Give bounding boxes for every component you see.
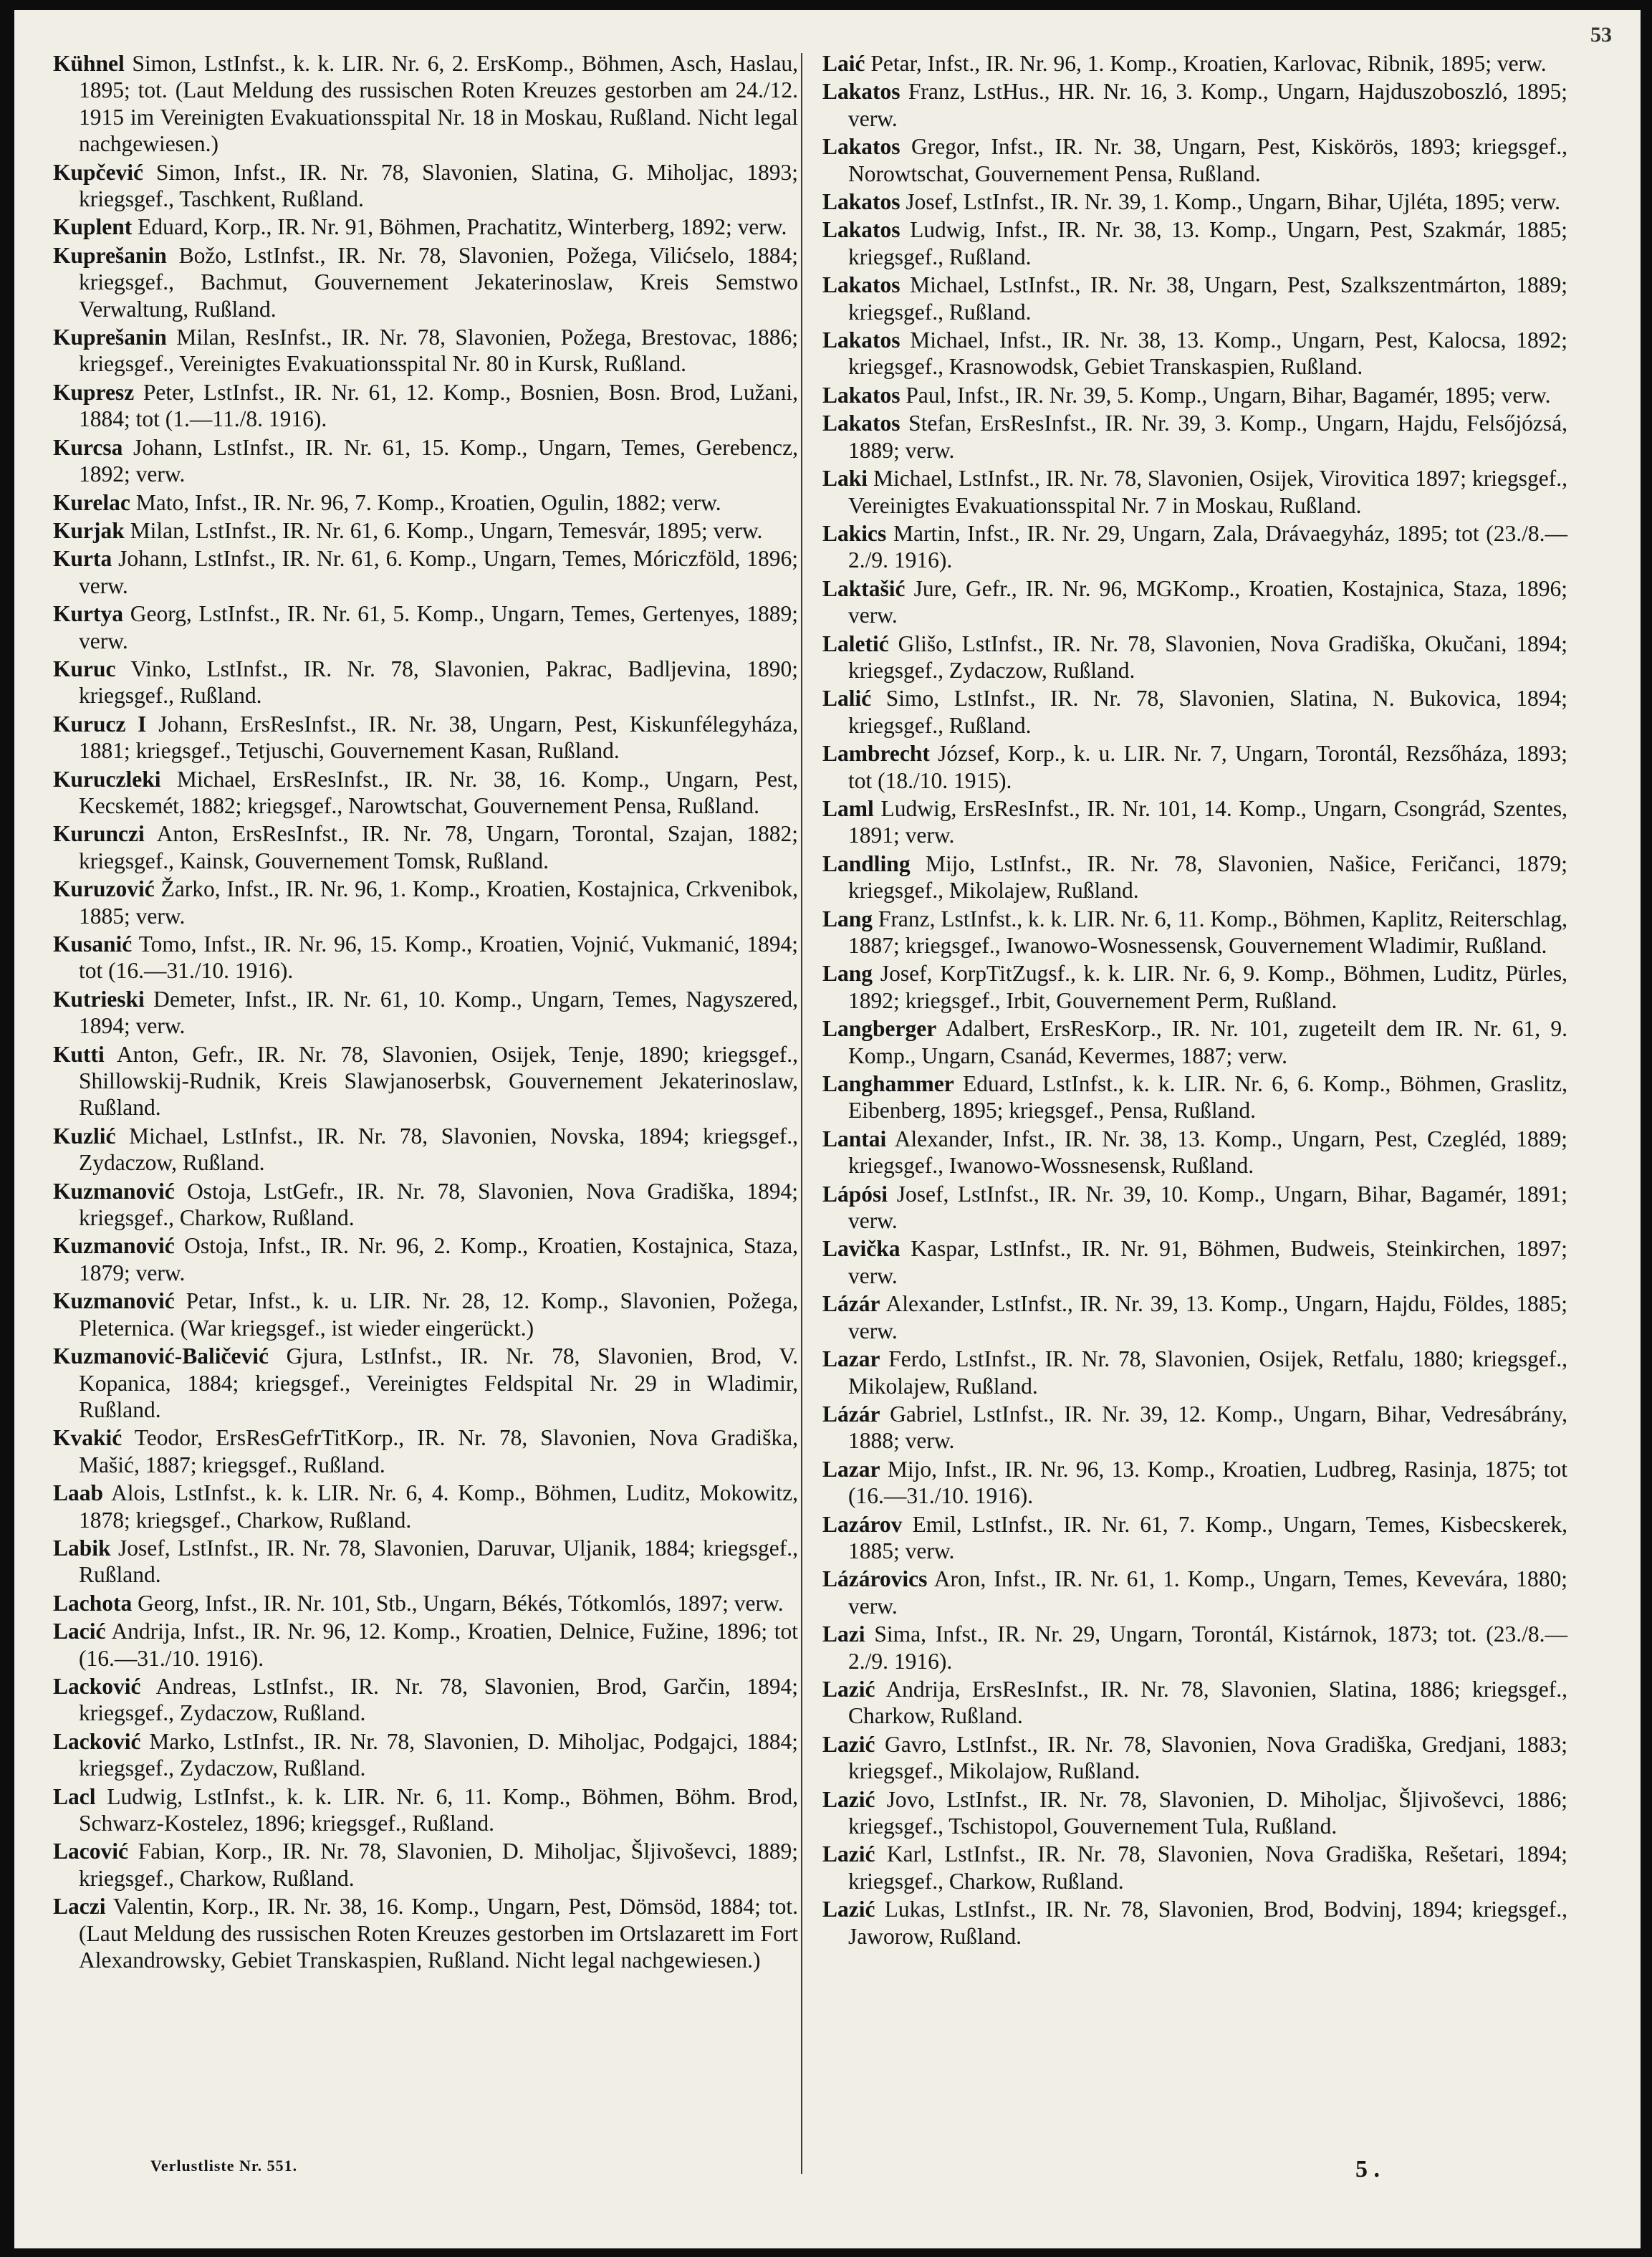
list-entry <box>822 1731 1567 1785</box>
list-entry <box>53 1673 798 1727</box>
entry-details: Marko, LstInfst., IR. Nr. 78, Slavonien, D. Miholjac, Podgajci, 1884; kriegsgef., Zydaczow, Rußland. <box>79 1728 799 1781</box>
entry-details: Petar, Infst., k. u. LIR. Nr. 28, 12. Komp., Slavonien, Požega, Pleternica. (War kriegsgef., ist wieder eingerückt.) <box>79 1288 799 1341</box>
list-entry <box>822 1181 1567 1235</box>
list-entry <box>822 1290 1567 1344</box>
entry-details: Milan, ResInfst., IR. Nr. 78, Slavonien, Požega, Brestovac, 1886; kriegsgef., Vereinigtes Evakuationsspital Nr. 80 in Kursk, Rußland. <box>79 325 799 377</box>
entry-surname: Lang <box>822 906 873 931</box>
entry-surname: Lazić <box>822 1676 875 1702</box>
list-entry <box>53 1893 798 1973</box>
entry-surname: Lazar <box>822 1346 880 1372</box>
entry-details: Alexander, LstInfst., IR. Nr. 39, 13. Komp., Ungarn, Hajdu, Földes, 1885; verw. <box>848 1291 1567 1343</box>
list-entry <box>822 1346 1567 1399</box>
entry-surname: Lantai <box>822 1126 887 1151</box>
entry-surname: Kurunczi <box>53 821 145 847</box>
entry-details: Stefan, ErsResInfst., IR. Nr. 39, 3. Komp., Ungarn, Hajdu, Felsőjózsá, 1889; verw. <box>848 411 1567 463</box>
entry-details: Mijo, LstInfst., IR. Nr. 78, Slavonien, Našice, Feričanci, 1879; kriegsgef., Mikolajew, Rußland. <box>848 850 1567 904</box>
list-entry <box>53 1728 798 1782</box>
page-number: 53 <box>1590 23 1612 47</box>
entry-surname: Kurelac <box>53 489 130 515</box>
entry-surname: Lazić <box>822 1731 875 1757</box>
entry-details: Michael, LstInfst., IR. Nr. 78, Slavonien, Novska, 1894; kriegsgef., Zydaczow, Rußland. <box>79 1123 799 1176</box>
entry-surname: Kutrieski <box>53 986 145 1012</box>
entry-surname: Lachota <box>53 1590 133 1616</box>
list-entry <box>53 1123 798 1177</box>
entry-details: Ludwig, LstInfst., k. k. LIR. Nr. 6, 11. Komp., Böhmen, Böhm. Brod, Schwarz-Kostelez, 1896; kriegsgef., Rußland. <box>79 1783 799 1836</box>
list-entry <box>822 520 1567 574</box>
entry-details: Johann, LstInfst., IR. Nr. 61, 6. Komp., Ungarn, Temes, Móriczföld, 1896; verw. <box>79 546 798 598</box>
document-page <box>14 10 1641 2248</box>
list-entry <box>53 159 798 213</box>
entry-details: Žarko, Infst., IR. Nr. 96, 1. Komp., Kroatien, Kostajnica, Crkvenibok, 1885; verw. <box>79 876 798 929</box>
entry-details: Emil, LstInfst., IR. Nr. 61, 7. Komp., Ungarn, Temes, Kisbecskerek, 1885; verw. <box>848 1511 1568 1563</box>
list-entry <box>822 1841 1567 1894</box>
list-entry <box>822 1126 1567 1179</box>
entry-surname: Lacić <box>53 1619 106 1644</box>
entry-surname: Lang <box>822 961 873 987</box>
entry-surname: Kurtya <box>53 601 123 627</box>
entry-details: Paul, Infst., IR. Nr. 39, 5. Komp., Ungarn, Bihar, Bagamér, 1895; verw. <box>906 382 1551 408</box>
entry-details: Ludwig, Infst., IR. Nr. 38, 13. Komp., Ungarn, Pest, Szakmár, 1885; kriegsgef., Rußland. <box>848 217 1568 269</box>
entry-details: Martin, Infst., IR. Nr. 29, Ungarn, Zala, Drávaegyház, 1895; tot (23./8.—2./9. 1916). <box>848 520 1567 573</box>
entry-surname: Kuplent <box>53 214 133 240</box>
entry-surname: Lakatos <box>822 79 901 105</box>
entry-details: Valentin, Korp., IR. Nr. 38, 16. Komp., Ungarn, Pest, Dömsöd, 1884; tot. (Laut Meldung des russischen Roten Kreuzes gestorben im Ortslazarett im Fort Alexandrowsky, Gebiet Transkaspien, Rußland. Nicht legal nachgewiesen.) <box>79 1894 798 1973</box>
entry-details: Andreas, LstInfst., IR. Nr. 78, Slavonien, Brod, Garčin, 1894; kriegsgef., Zydaczow, Rußland. <box>79 1673 798 1726</box>
list-entry <box>53 1838 798 1892</box>
entry-details: Simon, Infst., IR. Nr. 78, Slavonien, Slatina, G. Miholjac, 1893; kriegsgef., Taschkent, Rußland. <box>79 159 798 212</box>
entry-surname: Lápósi <box>822 1181 888 1207</box>
entry-details: Simo, LstInfst., IR. Nr. 78, Slavonien, Slatina, N. Bukovica, 1894; kriegsgef., Rußland. <box>848 686 1567 738</box>
list-entry <box>822 188 1567 215</box>
entry-surname: Kuzmanović <box>53 1178 175 1204</box>
list-entry <box>53 1783 798 1837</box>
entry-surname: Lazić <box>822 1897 875 1922</box>
entry-details: Božo, LstInfst., IR. Nr. 78, Slavonien, Požega, Vilićselo, 1884; kriegsgef., Bachmut, Gouvernement Jekaterinoslaw, Kreis Semstwo Verwaltung, Rußland. <box>79 242 798 322</box>
left-column <box>53 50 798 1975</box>
entry-details: Anton, ErsResInfst., IR. Nr. 78, Ungarn, Torontal, Szajan, 1882; kriegsgef., Kainsk, Gouvernement Tomsk, Rußland. <box>79 821 798 873</box>
entry-surname: Kuzmanović <box>53 1233 175 1259</box>
list-entry <box>53 656 798 709</box>
list-entry <box>822 78 1567 132</box>
list-entry <box>53 820 798 874</box>
entry-surname: Kühnel <box>53 51 125 76</box>
bottom-mark: 5 . <box>1355 2156 1380 2182</box>
list-entry <box>822 1015 1567 1069</box>
entry-details: Glišo, LstInfst., IR. Nr. 78, Slavonien, Nova Gradiška, Okučani, 1894; kriegsgef., Zydaczow, Rußland. <box>848 631 1568 683</box>
entry-details: Demeter, Infst., IR. Nr. 61, 10. Komp., Ungarn, Temes, Nagyszered, 1894; verw. <box>79 986 799 1039</box>
entry-details: Gjura, LstInfst., IR. Nr. 78, Slavonien, Brod, V. Kopanica, 1884; kriegsgef., Vereinigtes Feldspital Nr. 29 in Wladimir, Rußland. <box>79 1343 798 1422</box>
list-entry <box>822 850 1567 904</box>
list-entry <box>822 1786 1567 1840</box>
list-entry <box>53 1232 798 1286</box>
entry-details: Josef, LstInfst., IR. Nr. 78, Slavonien, Daruvar, Uljanik, 1884; kriegsgef., Rußland. <box>79 1535 798 1588</box>
entry-surname: Kuprešanin <box>53 242 167 268</box>
entry-details: Georg, Infst., IR. Nr. 101, Stb., Ungarn, Békés, Tótkomlós, 1897; verw. <box>138 1590 784 1616</box>
entry-surname: Langhammer <box>822 1071 954 1097</box>
entry-surname: Lazić <box>822 1841 875 1867</box>
entry-surname: Kuprešanin <box>53 325 167 350</box>
list-entry <box>53 600 798 654</box>
entry-details: Milan, LstInfst., IR. Nr. 61, 6. Komp., Ungarn, Temesvár, 1895; verw. <box>130 517 763 543</box>
entry-details: Mato, Infst., IR. Nr. 96, 7. Komp., Kroatien, Ogulin, 1882; verw. <box>135 489 721 515</box>
right-column <box>822 50 1567 1951</box>
entry-surname: Lakatos <box>822 382 901 408</box>
entry-surname: Lakatos <box>822 327 901 353</box>
entry-surname: Landling <box>822 850 911 876</box>
entry-details: Eduard, Korp., IR. Nr. 91, Böhmen, Prachatitz, Winterberg, 1892; verw. <box>138 214 787 240</box>
entry-surname: Kuruc <box>53 656 116 681</box>
list-entry <box>53 50 798 158</box>
entry-details: Adalbert, ErsResKorp., IR. Nr. 101, zugeteilt dem IR. Nr. 61, 9. Komp., Ungarn, Csanád, Kevermes, 1887; verw. <box>848 1016 1567 1068</box>
entry-details: Mijo, Infst., IR. Nr. 96, 13. Komp., Kroatien, Ludbreg, Rasinja, 1875; tot (16.—31./10. 1916). <box>848 1456 1567 1509</box>
entry-details: Franz, LstInfst., k. k. LIR. Nr. 6, 11. Komp., Böhmen, Kaplitz, Reiterschlag, 1887; kriegsgef., Iwanowo-Wosnessensk, Gouvernement Wladimir, Rußland. <box>848 906 1568 958</box>
list-entry <box>53 1343 798 1423</box>
entry-details: Aron, Infst., IR. Nr. 61, 1. Komp., Ungarn, Temes, Kevevára, 1880; verw. <box>848 1566 1568 1619</box>
entry-surname: Kurcsa <box>53 434 123 460</box>
list-entry <box>53 1041 798 1121</box>
list-entry <box>822 465 1567 519</box>
entry-surname: Lakatos <box>822 411 901 436</box>
list-entry <box>53 1178 798 1232</box>
entry-surname: Lazar <box>822 1456 880 1482</box>
list-entry <box>822 50 1567 77</box>
entry-details: Gregor, Infst., IR. Nr. 38, Ungarn, Pest, Kiskörös, 1893; kriegsgef., Norowtschat, Gouvernement Pensa, Rußland. <box>848 134 1567 186</box>
list-entry <box>822 685 1567 739</box>
entry-surname: Lakics <box>822 520 887 546</box>
list-entry <box>53 379 798 433</box>
list-entry <box>53 242 798 322</box>
entry-details: Franz, LstHus., HR. Nr. 16, 3. Komp., Ungarn, Hajduszoboszló, 1895; verw. <box>848 79 1568 131</box>
entry-surname: Kuzmanović <box>53 1288 175 1314</box>
entry-surname: Laki <box>822 466 868 492</box>
entry-details: Peter, LstInfst., IR. Nr. 61, 12. Komp., Bosnien, Bosn. Brod, Lužani, 1884; tot (1.—11./8. 1916). <box>79 379 799 432</box>
entry-details: Gabriel, LstInfst., IR. Nr. 39, 12. Komp., Ungarn, Bihar, Vedresábrány, 1888; verw. <box>848 1401 1568 1454</box>
entry-details: Jovo, LstInfst., IR. Nr. 78, Slavonien, D. Miholjac, Šljivoševci, 1886; kriegsgef., Tschistopol, Gouvernement Tula, Rußland. <box>848 1786 1567 1839</box>
entry-details: Josef, LstInfst., IR. Nr. 39, 1. Komp., Ungarn, Bihar, Ujléta, 1895; verw. <box>906 189 1560 215</box>
entry-surname: Kutti <box>53 1041 105 1067</box>
list-entry <box>822 960 1567 1014</box>
list-entry <box>53 434 798 488</box>
list-entry <box>822 1456 1567 1510</box>
entry-details: Johann, ErsResInfst., IR. Nr. 38, Ungarn, Pest, Kiskunfélegyháza, 1881; kriegsgef., Tetjuschi, Gouvernement Kasan, Rußland. <box>79 711 799 764</box>
entry-details: Jure, Gefr., IR. Nr. 96, MGKomp., Kroatien, Kostajnica, Staza, 1896; verw. <box>848 575 1567 628</box>
entry-details: Josef, KorpTitZugsf., k. k. LIR. Nr. 6, 9. Komp., Böhmen, Luditz, Pürles, 1892; kriegsgef., Irbit, Gouvernement Perm, Rußland. <box>848 961 1568 1013</box>
entry-surname: Lazárov <box>822 1511 903 1537</box>
entry-surname: Kuzmanović-Baličević <box>53 1343 269 1369</box>
entry-details: Ostoja, Infst., IR. Nr. 96, 2. Komp., Kroatien, Kostajnica, Staza, 1879; verw. <box>79 1233 799 1285</box>
entry-details: Andrija, Infst., IR. Nr. 96, 12. Komp., Kroatien, Delnice, Fužine, 1896; tot (16.—31./10. 1916). <box>79 1619 798 1671</box>
entry-surname: Kupčević <box>53 159 143 185</box>
entry-surname: Labik <box>53 1535 111 1561</box>
entry-surname: Laktašić <box>822 575 906 601</box>
entry-details: Karl, LstInfst., IR. Nr. 78, Slavonien, Nova Gradiška, Rešetari, 1894; kriegsgef., Charkow, Rußland. <box>848 1841 1567 1894</box>
list-entry <box>822 906 1567 959</box>
list-entry <box>53 517 798 544</box>
list-entry <box>53 489 798 516</box>
list-entry <box>53 931 798 984</box>
list-entry <box>53 1590 798 1616</box>
list-entry <box>822 795 1567 849</box>
list-entry <box>822 1511 1567 1565</box>
entry-surname: Kurjak <box>53 517 125 543</box>
entry-surname: Lavička <box>822 1236 901 1262</box>
entry-details: Tomo, Infst., IR. Nr. 96, 15. Komp., Kroatien, Vojnić, Vukmanić, 1894; tot (16.—31./10. 1916). <box>79 931 798 984</box>
list-entry <box>53 1480 798 1533</box>
entry-surname: Lázár <box>822 1401 880 1427</box>
entry-surname: Kurucz I <box>53 711 147 737</box>
list-entry <box>53 711 798 765</box>
entry-surname: Kuruzović <box>53 876 155 902</box>
entry-details: Georg, LstInfst., IR. Nr. 61, 5. Komp., Ungarn, Temes, Gertenyes, 1889; verw. <box>79 601 798 653</box>
entry-details: Ludwig, ErsResInfst., IR. Nr. 101, 14. Komp., Ungarn, Csongrád, Szentes, 1891; verw. <box>848 795 1568 848</box>
entry-surname: Lalić <box>822 686 872 711</box>
entry-surname: Laić <box>822 51 865 76</box>
entry-details: Anton, Gefr., IR. Nr. 78, Slavonien, Osijek, Tenje, 1890; kriegsgef., Shillowskij-Rudnik, Kreis Slawjanoserbsk, Gouvernement Jekaterinoslaw, Rußland. <box>79 1041 798 1121</box>
list-entry <box>822 327 1567 380</box>
entry-surname: Lakatos <box>822 217 901 243</box>
entry-details: Sima, Infst., IR. Nr. 29, Ungarn, Torontál, Kistárnok, 1873; tot. (23./8.—2./9. 1916). <box>848 1621 1567 1674</box>
entry-details: Alexander, Infst., IR. Nr. 38, 13. Komp., Ungarn, Pest, Czegléd, 1889; kriegsgef., Iwanowo-Wossnesensk, Rußland. <box>848 1126 1567 1179</box>
entry-surname: Lacković <box>53 1673 141 1699</box>
entry-surname: Lacl <box>53 1783 96 1809</box>
entry-details: Vinko, LstInfst., IR. Nr. 78, Slavonien, Pakrac, Badljevina, 1890; kriegsgef., Rußland. <box>79 656 798 709</box>
entry-details: József, Korp., k. u. LIR. Nr. 7, Ungarn, Torontál, Rezsőháza, 1893; tot (18./10. 1915). <box>848 741 1567 793</box>
list-entry <box>822 1235 1567 1289</box>
list-entry <box>822 272 1567 325</box>
entry-surname: Lakatos <box>822 134 901 160</box>
entry-details: Simon, LstInfst., k. k. LIR. Nr. 6, 2. ErsKomp., Böhmen, Asch, Haslau, 1895; tot. (Laut Meldung des russischen Roten Kreuzes gestorben am 24./12. 1915 im Vereinigten Evakuationsspital Nr. 18 in Moskau, Rußland. Nicht legal nachgewiesen.) <box>79 51 798 157</box>
list-entry <box>53 1535 798 1588</box>
entry-surname: Laml <box>822 795 874 821</box>
entry-details: Johann, LstInfst., IR. Nr. 61, 15. Komp., Ungarn, Temes, Gerebencz, 1892; verw. <box>79 434 798 487</box>
list-entry <box>822 575 1567 629</box>
entry-surname: Lambrecht <box>822 741 930 767</box>
entry-details: Michael, LstInfst., IR. Nr. 38, Ungarn, Pest, Szalkszentmárton, 1889; kriegsgef., Rußland. <box>848 272 1568 325</box>
entry-surname: Langberger <box>822 1016 937 1042</box>
list-entry <box>53 324 798 378</box>
list-entry <box>822 1401 1567 1455</box>
entry-surname: Kurta <box>53 546 112 572</box>
entry-surname: Kuruczleki <box>53 766 161 792</box>
list-entry <box>53 986 798 1040</box>
entry-details: Ostoja, LstGefr., IR. Nr. 78, Slavonien, Nova Gradiška, 1894; kriegsgef., Charkow, Rußland. <box>79 1178 799 1231</box>
list-entry <box>53 545 798 599</box>
list-entry <box>822 631 1567 684</box>
entry-surname: Laczi <box>53 1894 106 1920</box>
footer-list-number: Verlustliste Nr. 551. <box>150 2157 298 2175</box>
list-entry <box>53 766 798 820</box>
entry-details: Michael, LstInfst., IR. Nr. 78, Slavonien, Osijek, Virovitica 1897; kriegsgef., Vereinigtes Evakuationsspital Nr. 7 in Moskau, Rußland. <box>848 466 1568 518</box>
entry-details: Kaspar, LstInfst., IR. Nr. 91, Böhmen, Budweis, Steinkirchen, 1897; verw. <box>848 1236 1567 1288</box>
entry-surname: Kuzlić <box>53 1123 116 1149</box>
entry-surname: Lakatos <box>822 272 901 298</box>
entry-surname: Kusanić <box>53 931 133 957</box>
entry-surname: Lacković <box>53 1728 141 1754</box>
list-entry <box>822 740 1567 794</box>
entry-details: Lukas, LstInfst., IR. Nr. 78, Slavonien, Brod, Bodvinj, 1894; kriegsgef., Jaworow, Rußland. <box>848 1897 1568 1949</box>
list-entry <box>53 1618 798 1672</box>
entry-surname: Lázár <box>822 1291 880 1317</box>
entry-surname: Kupresz <box>53 379 135 405</box>
entry-details: Gavro, LstInfst., IR. Nr. 78, Slavonien, Nova Gradiška, Gredjani, 1883; kriegsgef., Mikolajow, Rußland. <box>848 1731 1568 1784</box>
entry-surname: Lacović <box>53 1839 128 1864</box>
entry-surname: Lazi <box>822 1621 865 1647</box>
entry-details: Alois, LstInfst., k. k. LIR. Nr. 6, 4. Komp., Böhmen, Luditz, Mokowitz, 1878; kriegsgef., Charkow, Rußland. <box>79 1480 798 1533</box>
entry-surname: Laab <box>53 1480 104 1506</box>
list-entry <box>822 1896 1567 1950</box>
entry-details: Teodor, ErsResGefrTitKorp., IR. Nr. 78, Slavonien, Nova Gradiška, Mašić, 1887; kriegsgef., Rußland. <box>79 1425 798 1477</box>
entry-surname: Lakatos <box>822 189 901 215</box>
column-divider <box>801 53 802 2174</box>
list-entry <box>822 1676 1567 1730</box>
list-entry <box>822 382 1567 408</box>
entry-details: Fabian, Korp., IR. Nr. 78, Slavonien, D. Miholjac, Šljivoševci, 1889; kriegsgef., Charkow, Rußland. <box>79 1839 799 1891</box>
entry-details: Andrija, ErsResInfst., IR. Nr. 78, Slavonien, Slatina, 1886; kriegsgef., Charkow, Rußland. <box>848 1676 1567 1729</box>
list-entry <box>822 133 1567 187</box>
entry-surname: Lázárovics <box>822 1566 928 1592</box>
entry-details: Eduard, LstInfst., k. k. LIR. Nr. 6, 6. Komp., Böhmen, Graslitz, Eibenberg, 1895; kriegsgef., Pensa, Rußland. <box>848 1071 1568 1123</box>
entry-surname: Laletić <box>822 631 889 656</box>
entry-surname: Lazić <box>822 1786 875 1812</box>
list-entry <box>822 1070 1567 1124</box>
entry-details: Michael, ErsResInfst., IR. Nr. 38, 16. Komp., Ungarn, Pest, Kecskemét, 1882; kriegsgef., Narowtschat, Gouvernement Pensa, Rußland. <box>79 766 798 818</box>
list-entry <box>822 410 1567 464</box>
entry-details: Josef, LstInfst., IR. Nr. 39, 10. Komp., Ungarn, Bihar, Bagamér, 1891; verw. <box>848 1181 1568 1234</box>
entry-surname: Kvakić <box>53 1425 123 1451</box>
list-entry <box>53 1424 798 1478</box>
list-entry <box>822 1566 1567 1619</box>
list-entry <box>53 214 798 240</box>
entry-details: Michael, Infst., IR. Nr. 38, 13. Komp., Ungarn, Pest, Kalocsa, 1892; kriegsgef., Krasnowodsk, Gebiet Transkaspien, Rußland. <box>848 327 1567 380</box>
list-entry <box>53 876 798 929</box>
entry-details: Petar, Infst., IR. Nr. 96, 1. Komp., Kroatien, Karlovac, Ribnik, 1895; verw. <box>870 51 1547 76</box>
list-entry <box>822 1621 1567 1674</box>
entry-details: Ferdo, LstInfst., IR. Nr. 78, Slavonien, Osijek, Retfalu, 1880; kriegsgef., Mikolajew, Rußland. <box>848 1346 1567 1399</box>
list-entry <box>822 216 1567 270</box>
list-entry <box>53 1288 798 1341</box>
